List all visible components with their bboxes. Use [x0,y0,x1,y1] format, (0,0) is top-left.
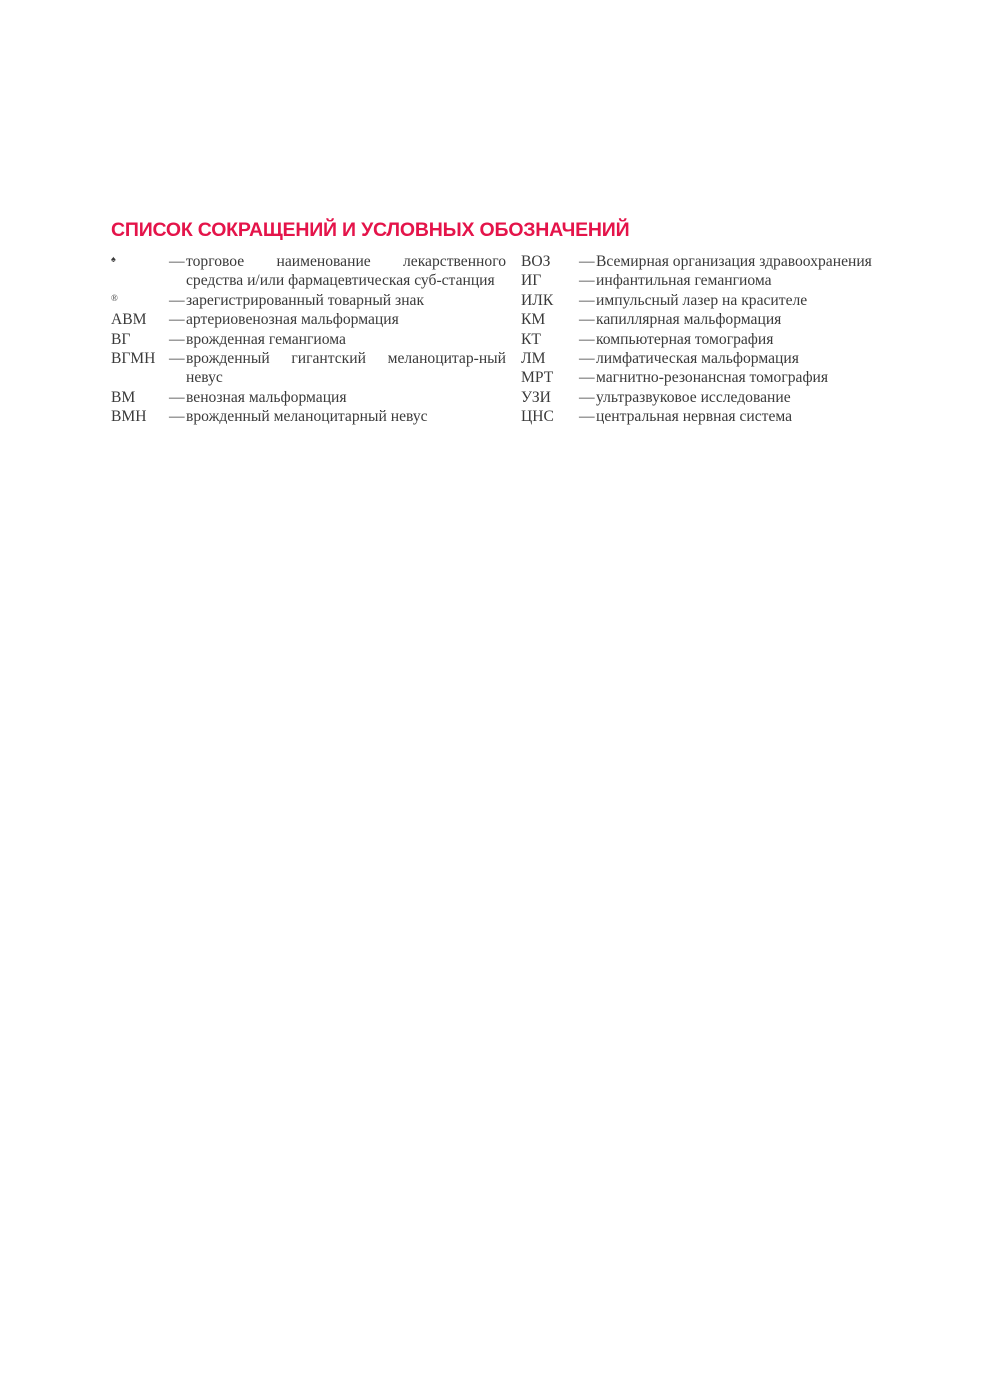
abbreviation-term: ВГМН [111,350,156,368]
abbreviation-term: ВОЗ [521,253,551,270]
abbreviation-entry [521,271,921,290]
abbreviation-dash: — [579,369,595,387]
abbreviation-dash: — [579,388,595,406]
abbreviations-left-column [111,252,506,427]
abbreviation-entry [111,349,506,388]
abbreviation-entry [111,291,506,310]
abbreviation-definition: артериовенозная мальформация [186,311,399,329]
abbreviation-dash: — [579,330,595,348]
abbreviation-definition: магнитно-резонансная томография [596,369,829,387]
abbreviation-definition: центральная нервная система [596,408,793,426]
abbreviation-entry [521,349,921,368]
abbreviation-entry [111,252,506,291]
abbreviation-term: МРТ [521,369,554,387]
abbreviation-definition: торговое наименование лекарственного средства и/или фармацевтическая суб-станция [186,253,506,290]
abbreviation-dash: — [169,388,185,406]
abbreviation-definition: лимфатическая мальформация [596,350,799,368]
abbreviation-term: ИГ [521,272,542,290]
abbreviation-dash: — [169,330,185,348]
abbreviation-dash: — [579,253,595,270]
abbreviation-term: КТ [521,330,541,348]
abbreviation-entry [521,291,921,310]
abbreviation-term: ♠ [111,254,116,264]
abbreviation-term: УЗИ [521,388,551,406]
abbreviation-term: ВМ [111,388,136,406]
abbreviation-term: ВМН [111,408,147,426]
abbreviation-entry [521,310,921,329]
abbreviation-term: ЛМ [521,350,546,368]
abbreviation-entry [521,388,921,407]
abbreviation-dash: — [169,408,185,426]
abbreviation-dash: — [579,311,595,329]
abbreviation-definition: врожденная гемангиома [186,330,346,348]
abbreviation-entry [111,388,506,407]
abbreviation-dash: — [169,253,185,270]
abbreviation-term: КМ [521,311,546,329]
abbreviation-definition: венозная мальформация [186,388,347,406]
abbreviation-entry [521,330,921,349]
abbreviation-dash: — [579,272,595,290]
abbreviation-term: ИЛК [521,291,554,309]
abbreviation-definition: зарегистрированный товарный знак [186,291,425,309]
abbreviation-dash: — [169,291,185,309]
abbreviation-term: ЦНС [521,408,554,426]
abbreviation-definition: капиллярная мальформация [596,311,782,329]
abbreviation-definition: компьютерная томография [596,330,774,348]
abbreviation-definition: ультразвуковое исследование [596,388,791,406]
abbreviation-term: АВМ [111,311,147,329]
abbreviation-definition: Всемирная организация здравоохранения [596,253,872,270]
abbreviation-entry [521,368,921,387]
abbreviation-dash: — [579,291,595,309]
abbreviation-dash: — [579,408,595,426]
abbreviation-term: ВГ [111,330,131,348]
abbreviation-definition: врожденный меланоцитарный невус [186,408,428,426]
abbreviation-entry [111,310,506,329]
abbreviation-dash: — [169,311,185,329]
abbreviation-term: ® [111,292,118,303]
abbreviation-dash: — [169,350,185,368]
abbreviation-dash: — [579,350,595,368]
abbreviation-definition: врожденный гигантский меланоцитар-ный невус [186,350,506,387]
abbreviation-entry [521,252,921,271]
page-title: СПИСОК СОКРАЩЕНИЙ И УСЛОВНЫХ ОБОЗНАЧЕНИЙ [111,219,630,241]
abbreviation-entry [521,407,921,426]
abbreviation-definition: инфантильная гемангиома [596,272,772,290]
abbreviation-entry [111,407,506,426]
abbreviations-right-column [521,252,921,427]
abbreviation-definition: импульсный лазер на красителе [596,291,808,309]
abbreviation-entry [111,330,506,349]
